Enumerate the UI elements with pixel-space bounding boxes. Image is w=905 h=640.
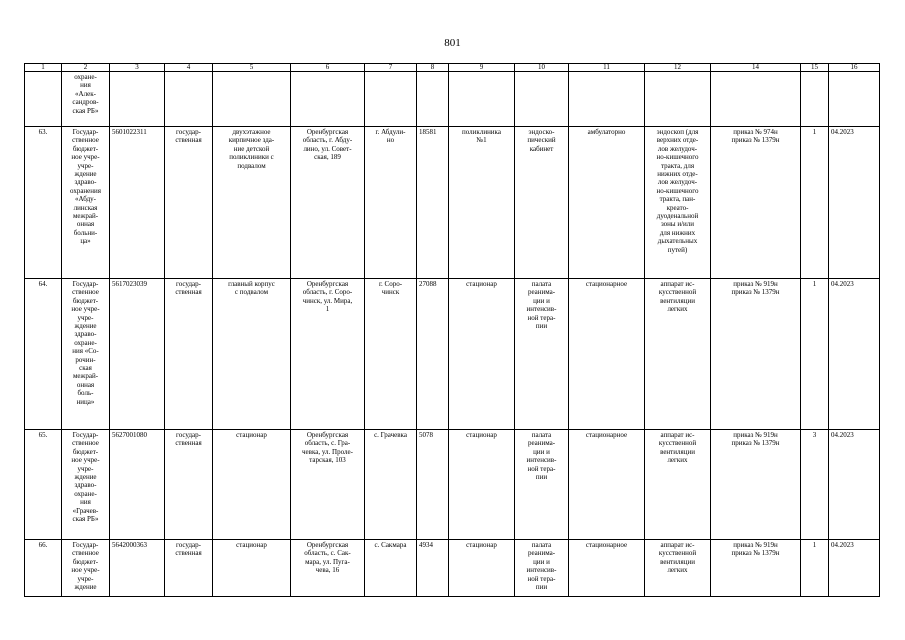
cell-equipment: [645, 72, 711, 127]
cell-no: [25, 72, 62, 127]
cell-inn: 5642000363: [110, 540, 165, 597]
register-table: [24, 63, 880, 597]
cell-unit: эндоско- пический кабинет: [515, 127, 569, 279]
page-number: 801: [444, 37, 461, 49]
cell-population: [417, 72, 449, 127]
cell-name: Государ- ственное бюджет- ное учре- учре- ждение здраво- охране- ния «Грачев- ская РБ»: [62, 430, 110, 540]
cell-no: 63.: [25, 127, 62, 279]
cell-ownership: государ- ственная: [165, 127, 213, 279]
column-header: 12: [645, 64, 711, 72]
cell-care-type: [569, 72, 645, 127]
cell-facility: поликлиника №1: [449, 127, 515, 279]
cell-address: Оренбургская область, г. Соро- чинск, ул. Мира, 1: [291, 279, 365, 430]
column-header: 15: [801, 64, 829, 72]
cell-no: 66.: [25, 540, 62, 597]
cell-orders: приказ № 919н приказ № 1379н: [711, 430, 801, 540]
cell-equipment: аппарат ис- кусственной вентиляции легких: [645, 430, 711, 540]
column-header: 5: [213, 64, 291, 72]
cell-count: 1: [801, 279, 829, 430]
cell-date: [829, 72, 880, 127]
cell-population: 27088: [417, 279, 449, 430]
cell-building: стационар: [213, 540, 291, 597]
cell-settlement: [365, 72, 417, 127]
cell-inn: [110, 72, 165, 127]
cell-equipment: аппарат ис- кусственной вентиляции легких: [645, 540, 711, 597]
cell-ownership: государ- ственная: [165, 279, 213, 430]
cell-facility: стационар: [449, 279, 515, 430]
cell-name: охране- ния «Алек- сандров- ская РБ»: [62, 72, 110, 127]
cell-ownership: государ- ственная: [165, 430, 213, 540]
cell-date: 04.2023: [829, 540, 880, 597]
table-row: [25, 540, 880, 597]
cell-building: главный корпус с подвалом: [213, 279, 291, 430]
cell-care-type: стационарное: [569, 430, 645, 540]
cell-address: Оренбургская область, г. Абду- лино, ул. Совет- ская, 189: [291, 127, 365, 279]
cell-name: Государ- ственное бюджет- ное учре- учре- ждение: [62, 540, 110, 597]
cell-equipment: аппарат ис- кусственной вентиляции легких: [645, 279, 711, 430]
cell-unit: палата реанима- ции и интенсив- ной тера- пии: [515, 430, 569, 540]
table-row: [25, 127, 880, 279]
column-header: 11: [569, 64, 645, 72]
column-header: 14: [711, 64, 801, 72]
cell-address: Оренбургская область, с. Гра- чевка, ул. Проле- тарская, 103: [291, 430, 365, 540]
cell-ownership: государ- ственная: [165, 540, 213, 597]
cell-inn: 5601022311: [110, 127, 165, 279]
cell-count: 1: [801, 127, 829, 279]
cell-date: 04.2023: [829, 430, 880, 540]
cell-ownership: [165, 72, 213, 127]
cell-no: 64.: [25, 279, 62, 430]
cell-care-type: стационарное: [569, 279, 645, 430]
cell-care-type: амбулаторно: [569, 127, 645, 279]
cell-date: 04.2023: [829, 279, 880, 430]
cell-facility: стационар: [449, 430, 515, 540]
cell-count: [801, 72, 829, 127]
cell-care-type: стационарное: [569, 540, 645, 597]
column-header: 4: [165, 64, 213, 72]
column-header: 2: [62, 64, 110, 72]
column-header: 8: [417, 64, 449, 72]
cell-orders: [711, 72, 801, 127]
column-header: 9: [449, 64, 515, 72]
column-header: 1: [25, 64, 62, 72]
cell-building: стационар: [213, 430, 291, 540]
cell-date: 04.2023: [829, 127, 880, 279]
cell-orders: приказ № 974н приказ № 1379н: [711, 127, 801, 279]
cell-orders: приказ № 919н приказ № 1379н: [711, 540, 801, 597]
cell-count: 1: [801, 540, 829, 597]
cell-count: 3: [801, 430, 829, 540]
cell-population: 18581: [417, 127, 449, 279]
column-header: 3: [110, 64, 165, 72]
cell-name: Государ- ственное бюджет- ное учре- учре- ждение здраво- охранения «Абду- линская межрай- онная больни- ца»: [62, 127, 110, 279]
cell-address: Оренбургская область, с. Сак- мара, ул. Пуга- чева, 16: [291, 540, 365, 597]
cell-equipment: эндоскоп (для верхних отде- лов желудоч- но-кишечного тракта, для нижних отде- лов желудоч- но-кишечного тракта, пан- креато- дуоденальной зоны и/или для нижних дыхательных путей): [645, 127, 711, 279]
column-header: 16: [829, 64, 880, 72]
cell-population: 5078: [417, 430, 449, 540]
cell-settlement: с. Грачевка: [365, 430, 417, 540]
cell-unit: палата реанима- ции и интенсив- ной тера- пии: [515, 540, 569, 597]
column-header: 7: [365, 64, 417, 72]
column-header: 10: [515, 64, 569, 72]
cell-building: двухэтажное кирпичное зда- ние детской поликлиники с подвалом: [213, 127, 291, 279]
cell-orders: приказ № 919н приказ № 1379н: [711, 279, 801, 430]
cell-inn: 5617023039: [110, 279, 165, 430]
cell-facility: стационар: [449, 540, 515, 597]
cell-settlement: г. Соро- чинск: [365, 279, 417, 430]
table-row: [25, 430, 880, 540]
table-row: [25, 279, 880, 430]
cell-inn: 5627001080: [110, 430, 165, 540]
cell-building: [213, 72, 291, 127]
cell-settlement: г. Абдули- но: [365, 127, 417, 279]
cell-address: [291, 72, 365, 127]
cell-unit: [515, 72, 569, 127]
cell-settlement: с. Сакмара: [365, 540, 417, 597]
cell-no: 65.: [25, 430, 62, 540]
cell-unit: палата реанима- ции и интенсив- ной тера- пии: [515, 279, 569, 430]
cell-facility: [449, 72, 515, 127]
cell-name: Государ- ственное бюджет- ное учре- учре- ждение здраво- охране- ния «Со- рочин- ская межрай- онная боль- ница»: [62, 279, 110, 430]
column-header: 6: [291, 64, 365, 72]
cell-population: 4934: [417, 540, 449, 597]
table-header-row: [25, 64, 880, 72]
table-row: [25, 72, 880, 127]
